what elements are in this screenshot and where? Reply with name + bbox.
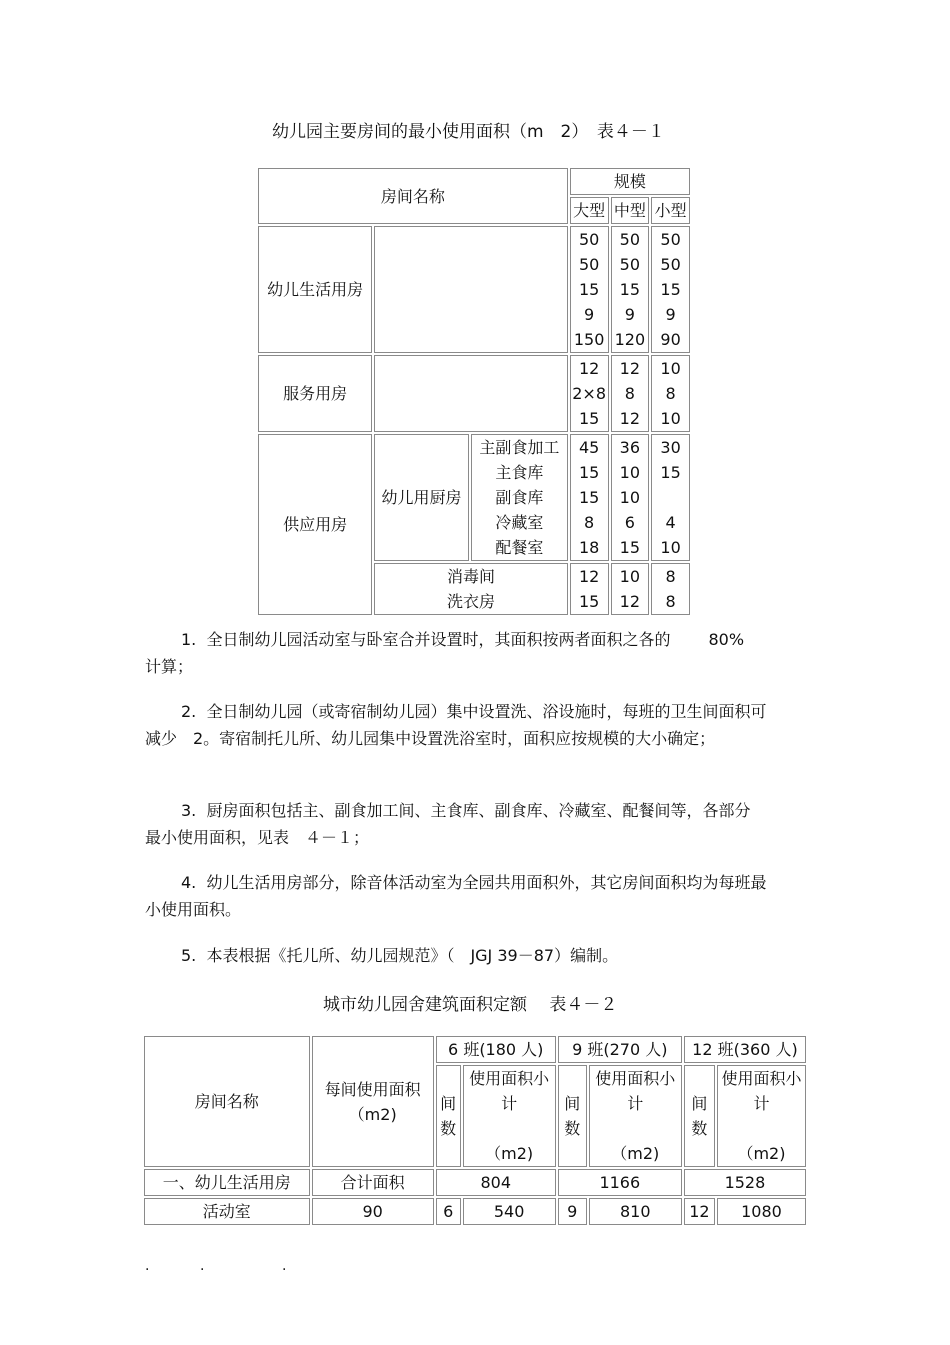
service-medium: 12 8 12 (611, 355, 650, 432)
t2-subtotal-header-1: 使用面积小计 （m2) (463, 1065, 556, 1167)
t2-group-6: 6 班(180 人) (436, 1036, 556, 1063)
note-4: 4. 幼儿生活用房部分，除音体活动室为全园共用面积外，其它房间面积均为每班最小使用面积。 (145, 873, 767, 919)
size-small: 小型 (651, 197, 690, 224)
t2-row2-s2: 810 (589, 1198, 682, 1225)
size-medium: 中型 (611, 197, 650, 224)
service-small: 10 8 10 (651, 355, 690, 432)
t2-row2-s3: 1080 (717, 1198, 806, 1225)
living-medium: 50 50 15 9 120 (611, 226, 650, 353)
t2-room-name-header: 房间名称 (144, 1036, 310, 1167)
service-large: 12 2×8 15 (570, 355, 609, 432)
kitchen-medium: 36 10 10 6 15 (611, 434, 650, 561)
service-category: 服务用房 (258, 355, 372, 432)
kitchen-small: 30 15 4 10 (651, 434, 690, 561)
t2-row2-n1: 6 (436, 1198, 461, 1225)
t2-subtotal-header-2: 使用面积小计 （m2) (589, 1065, 682, 1167)
supply-other-medium: 10 12 (611, 563, 650, 615)
table1-caption: 幼儿园主要房间的最小使用面积（m 2） 表４－１ (272, 122, 665, 142)
t2-row2-s1: 540 (463, 1198, 556, 1225)
table2-caption: 城市幼儿园舍建筑面积定额 表４－２ (323, 995, 618, 1015)
t2-subtotal-header-3: 使用面积小计 （m2) (717, 1065, 806, 1167)
supply-other-large: 12 15 (570, 563, 609, 615)
t2-row1-g1: 804 (436, 1169, 556, 1196)
t2-row2-name: 活动室 (144, 1198, 310, 1225)
t2-row1-name: 一、幼儿生活用房 (144, 1169, 310, 1196)
t2-row2-area: 90 (312, 1198, 434, 1225)
scale-header: 规模 (570, 168, 690, 195)
note-5: 5. 本表根据《托儿所、幼儿园规范》（ JGJ 39－87）编制。 (181, 946, 619, 965)
t2-count-header-1: 间数 (436, 1065, 461, 1167)
t2-count-header-3: 间数 (684, 1065, 715, 1167)
t2-area-per-room-header: 每间使用面积（m2) (312, 1036, 434, 1167)
table-row (144, 1198, 806, 1225)
t2-count-header-2: 间数 (558, 1065, 587, 1167)
room-name-header: 房间名称 (258, 168, 568, 224)
living-small: 50 50 15 9 90 (651, 226, 690, 353)
living-large: 50 50 15 9 150 (570, 226, 609, 353)
supply-other-small: 8 8 (651, 563, 690, 615)
t2-row1-g3: 1528 (684, 1169, 806, 1196)
t2-row1-area: 合计面积 (312, 1169, 434, 1196)
t2-group-12: 12 班(360 人) (684, 1036, 806, 1063)
footer-dot: . (282, 1258, 287, 1274)
kitchen-large: 45 15 15 8 18 (570, 434, 609, 561)
t2-group-9: 9 班(270 人) (558, 1036, 682, 1063)
supply-other-items: 消毒间 洗衣房 (374, 563, 568, 615)
t2-row2-n2: 9 (558, 1198, 587, 1225)
kitchen-label: 幼儿用厨房 (374, 434, 469, 561)
footer-dot: . (200, 1258, 205, 1274)
size-large: 大型 (570, 197, 609, 224)
note-1: 1. 全日制幼儿园活动室与卧室合并设置时，其面积按两者面积之各的 80% 计算； (145, 630, 745, 676)
kitchen-items: 主副食加工 主食库 副食库 冷藏室 配餐室 (471, 434, 568, 561)
living-category: 幼儿生活用房 (258, 226, 372, 353)
table2 (142, 1034, 808, 1227)
footer-dot: . (145, 1258, 150, 1274)
table1 (256, 166, 692, 617)
t2-row2-n3: 12 (684, 1198, 715, 1225)
note-3: 3. 厨房面积包括主、副食加工间、主食库、副食库、冷藏室、配餐间等，各部分最小使用面积，见表 ４－１； (145, 801, 751, 847)
note-2: 2. 全日制幼儿园（或寄宿制幼儿园）集中设置洗、浴设施时，每班的卫生间面积可减少 2。寄宿制托儿所、幼儿园集中设置洗浴室时，面积应按规模的大小确定； (145, 702, 767, 748)
t2-row1-g2: 1166 (558, 1169, 682, 1196)
table-row (144, 1169, 806, 1196)
living-names (374, 226, 568, 353)
supply-category: 供应用房 (258, 434, 372, 615)
service-names (374, 355, 568, 432)
